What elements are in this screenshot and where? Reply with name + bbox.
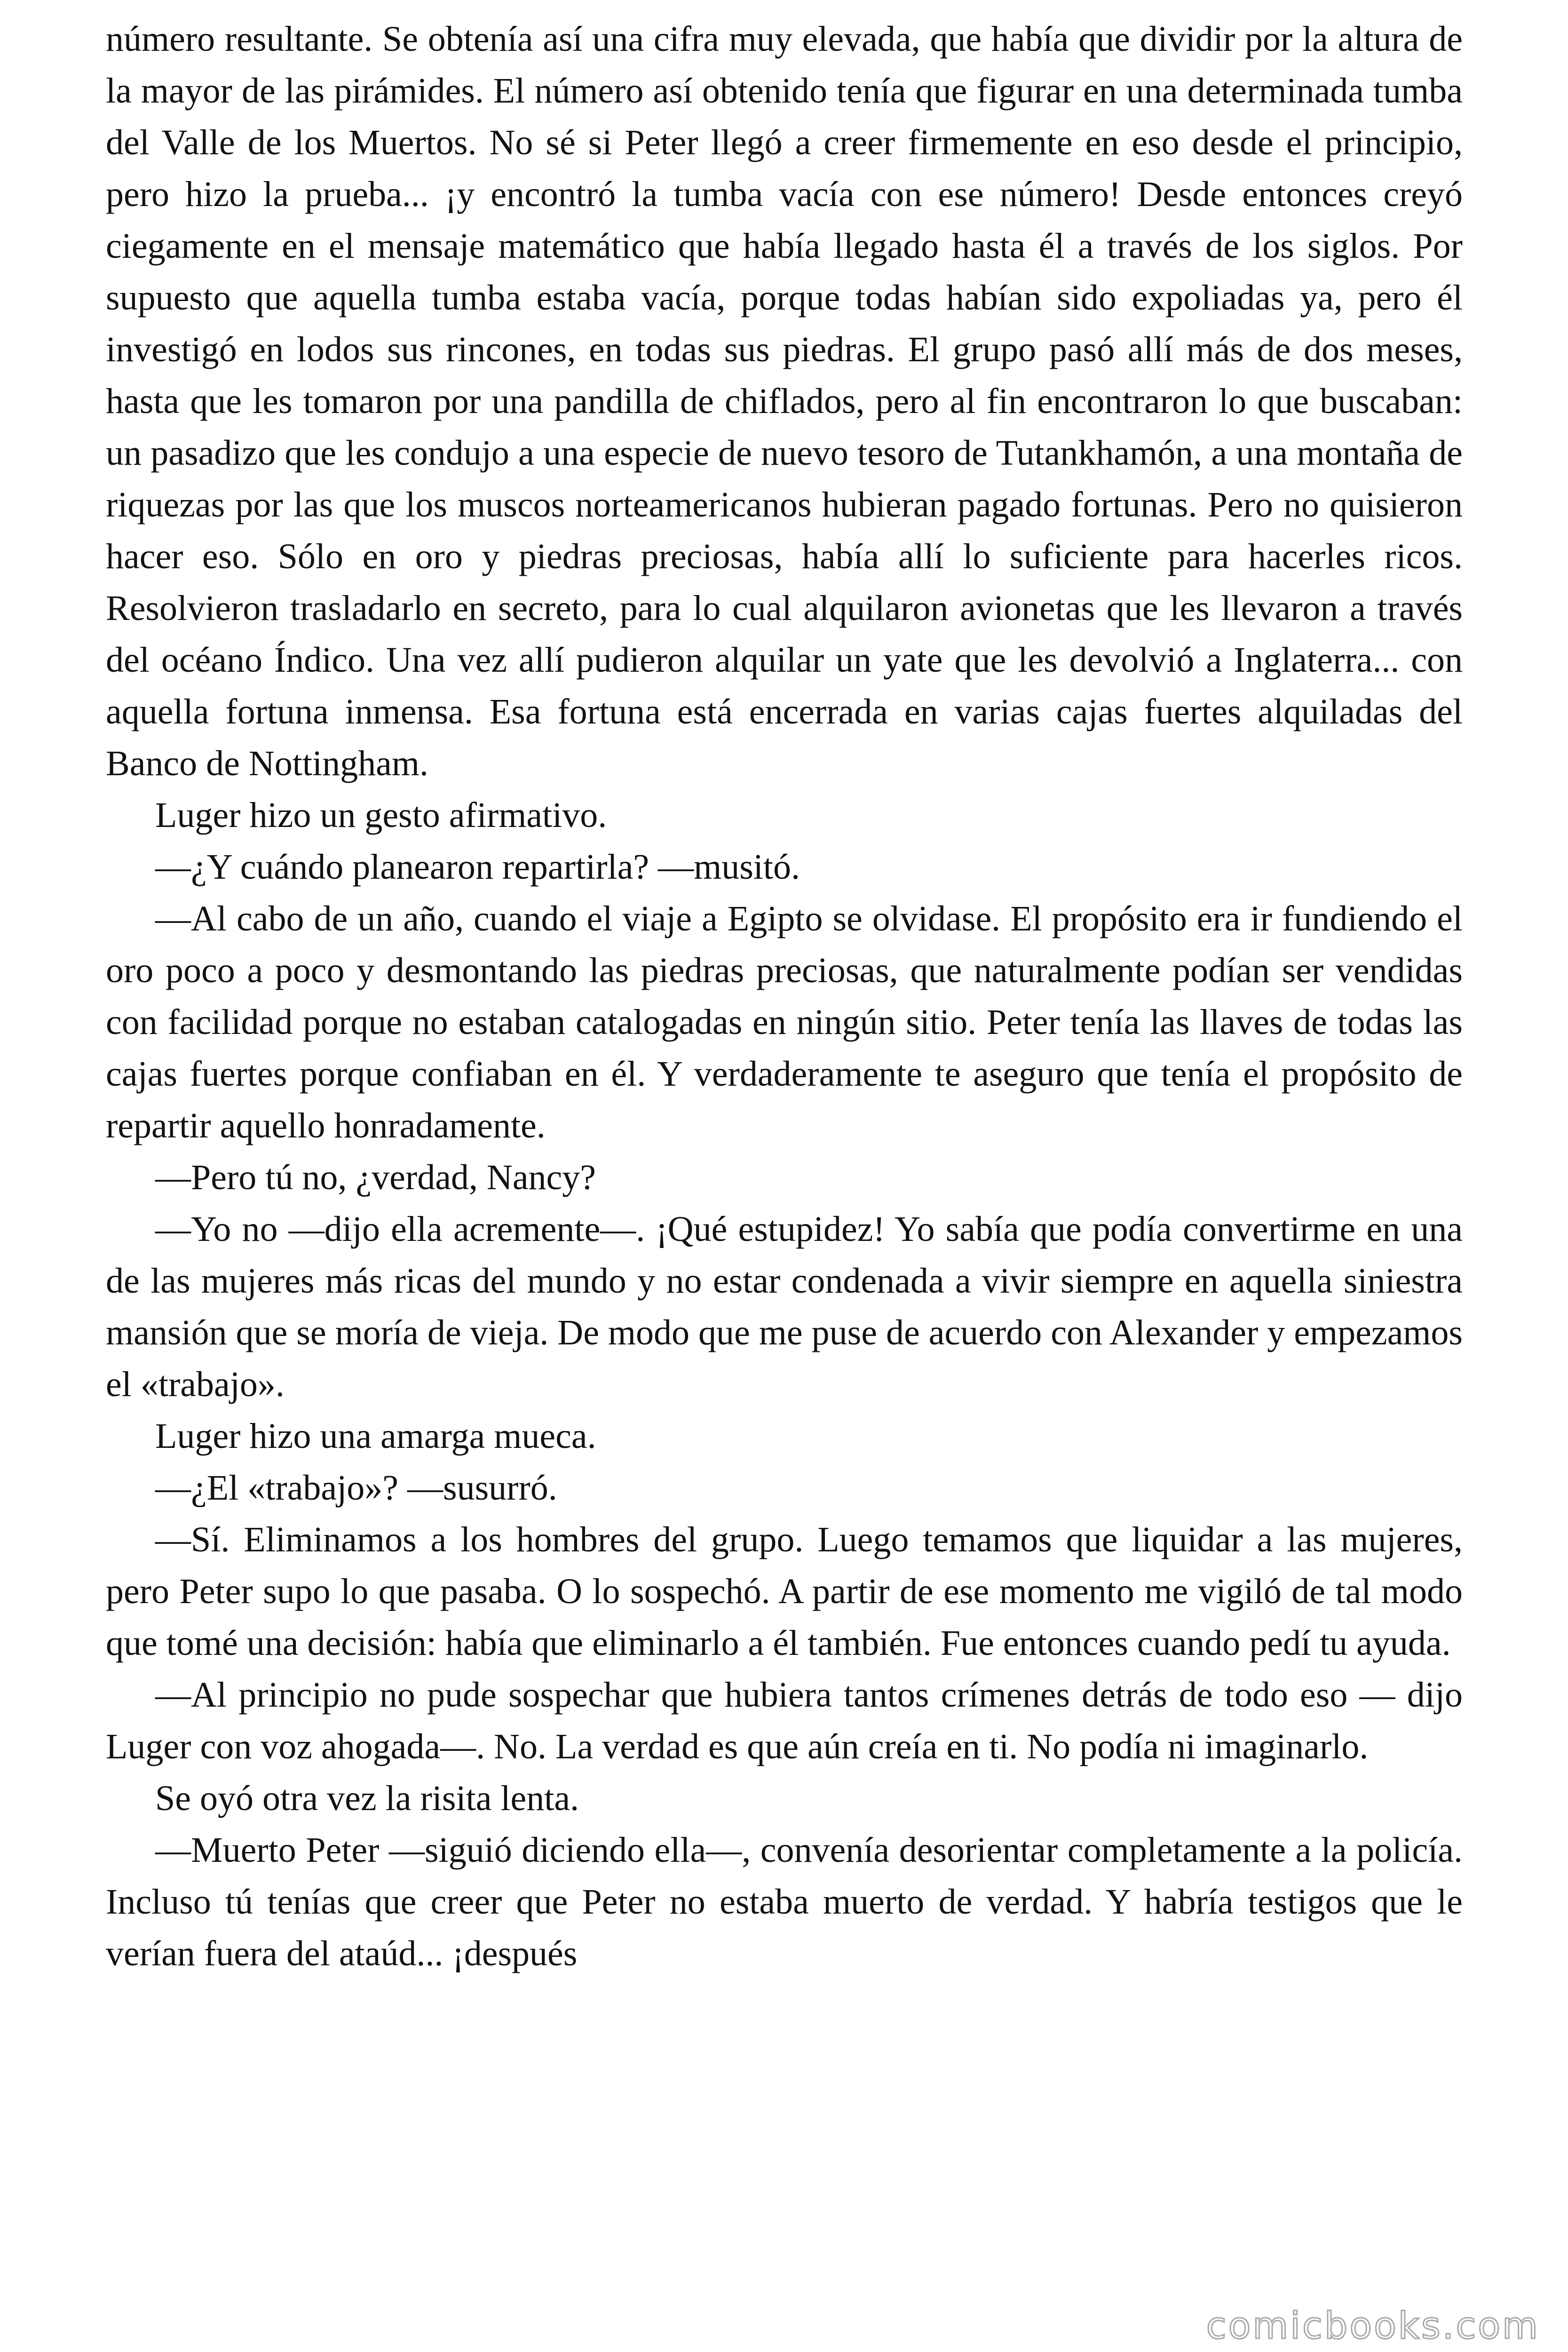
- paragraph-4: —Al cabo de un año, cuando el viaje a Egipto se olvidase. El propósito era ir fundiendo el oro poco a poco y desmontando las piedras preciosas, que naturalmente podían ser vendidas con facilidad porque no estaban catalogadas en ningún sitio. Peter tenía las llaves de todas las cajas fuertes porque confiaban en él. Y verdaderamente te aseguro que tenía el propósito de repartir aquello honradamente.: [106, 899, 1463, 1145]
- paragraph-11: Se oyó otra vez la risita lenta.: [155, 1779, 579, 1818]
- watermark: comicbooks.com: [1206, 2305, 1540, 2347]
- paragraph-1: número resultante. Se obtenía así una cifra muy elevada, que había que dividir por la altura de la mayor de las pirámides. El número así obtenido tenía que figurar en una determinada tumba del Valle de los Muertos. No sé si Peter llegó a creer firmemente en eso desde el principio, pero hizo la prueba... ¡y encontró la tumba vacía con ese número! Desde entonces creyó ciegamente en el mensaje matemático que había llegado hasta él a través de los siglos. Por supuesto que aquella tumba estaba vacía, porque todas habían sido expoliadas ya, pero él investigó en lodos sus rincones, en todas sus piedras. El grupo pasó allí más de dos meses, hasta que les tomaron por una pandilla de chiflados, pero al fin encontraron lo que buscaban: un pasadizo que les condujo a una especie de nuevo tesoro de Tutankhamón, a una montaña de riquezas por las que los muscos norteamericanos hubieran pagado fortunas. Pero no quisieron hacer eso. Sólo en oro y piedras preciosas, había allí lo suficiente para hacerles ricos. Resolvieron trasladarlo en secreto, para lo cual alquilaron avionetas que les llevaron a través del océano Índico. Una vez allí pudieron alquilar un yate que les devolvió a Inglaterra... con aquella fortuna inmensa. Esa fortuna está encerrada en varias cajas fuertes alquiladas del Banco de Nottingham.: [106, 19, 1463, 783]
- paragraph-10: —Al principio no pude sospechar que hubiera tantos crímenes detrás de todo eso — dijo Luger con voz ahogada—. No. La verdad es que aún creía en ti. No podía ni imaginarlo.: [106, 1675, 1463, 1766]
- paragraph-3: —¿Y cuándo planearon repartirla? —musitó.: [155, 847, 800, 887]
- paragraph-5: —Pero tú no, ¿verdad, Nancy?: [155, 1158, 596, 1197]
- book-page: [106, 13, 1463, 1979]
- paragraph-12: —Muerto Peter —siguió diciendo ella—, convenía desorientar completamente a la policía. Incluso tú tenías que creer que Peter no estaba muerto de verdad. Y habría testigos que le verían fuera del ataúd... ¡después: [106, 1830, 1463, 1973]
- paragraph-2: Luger hizo un gesto afirmativo.: [155, 795, 607, 835]
- paragraph-7: Luger hizo una amarga mueca.: [155, 1416, 596, 1456]
- paragraph-9: —Sí. Eliminamos a los hombres del grupo. Luego temamos que liquidar a las mujeres, pero Peter supo lo que pasaba. O lo sospechó. A partir de ese momento me vigiló de tal modo que tomé una decisión: había que eliminarlo a él también. Fue entonces cuando pedí tu ayuda.: [106, 1520, 1463, 1663]
- paragraph-6: —Yo no —dijo ella acremente—. ¡Qué estupidez! Yo sabía que podía convertirme en una de las mujeres más ricas del mundo y no estar condenada a vivir siempre en aquella siniestra mansión que se moría de vieja. De modo que me puse de acuerdo con Alexander y empezamos el «trabajo».: [106, 1209, 1463, 1404]
- paragraph-8: —¿El «trabajo»? —susurró.: [155, 1468, 557, 1508]
